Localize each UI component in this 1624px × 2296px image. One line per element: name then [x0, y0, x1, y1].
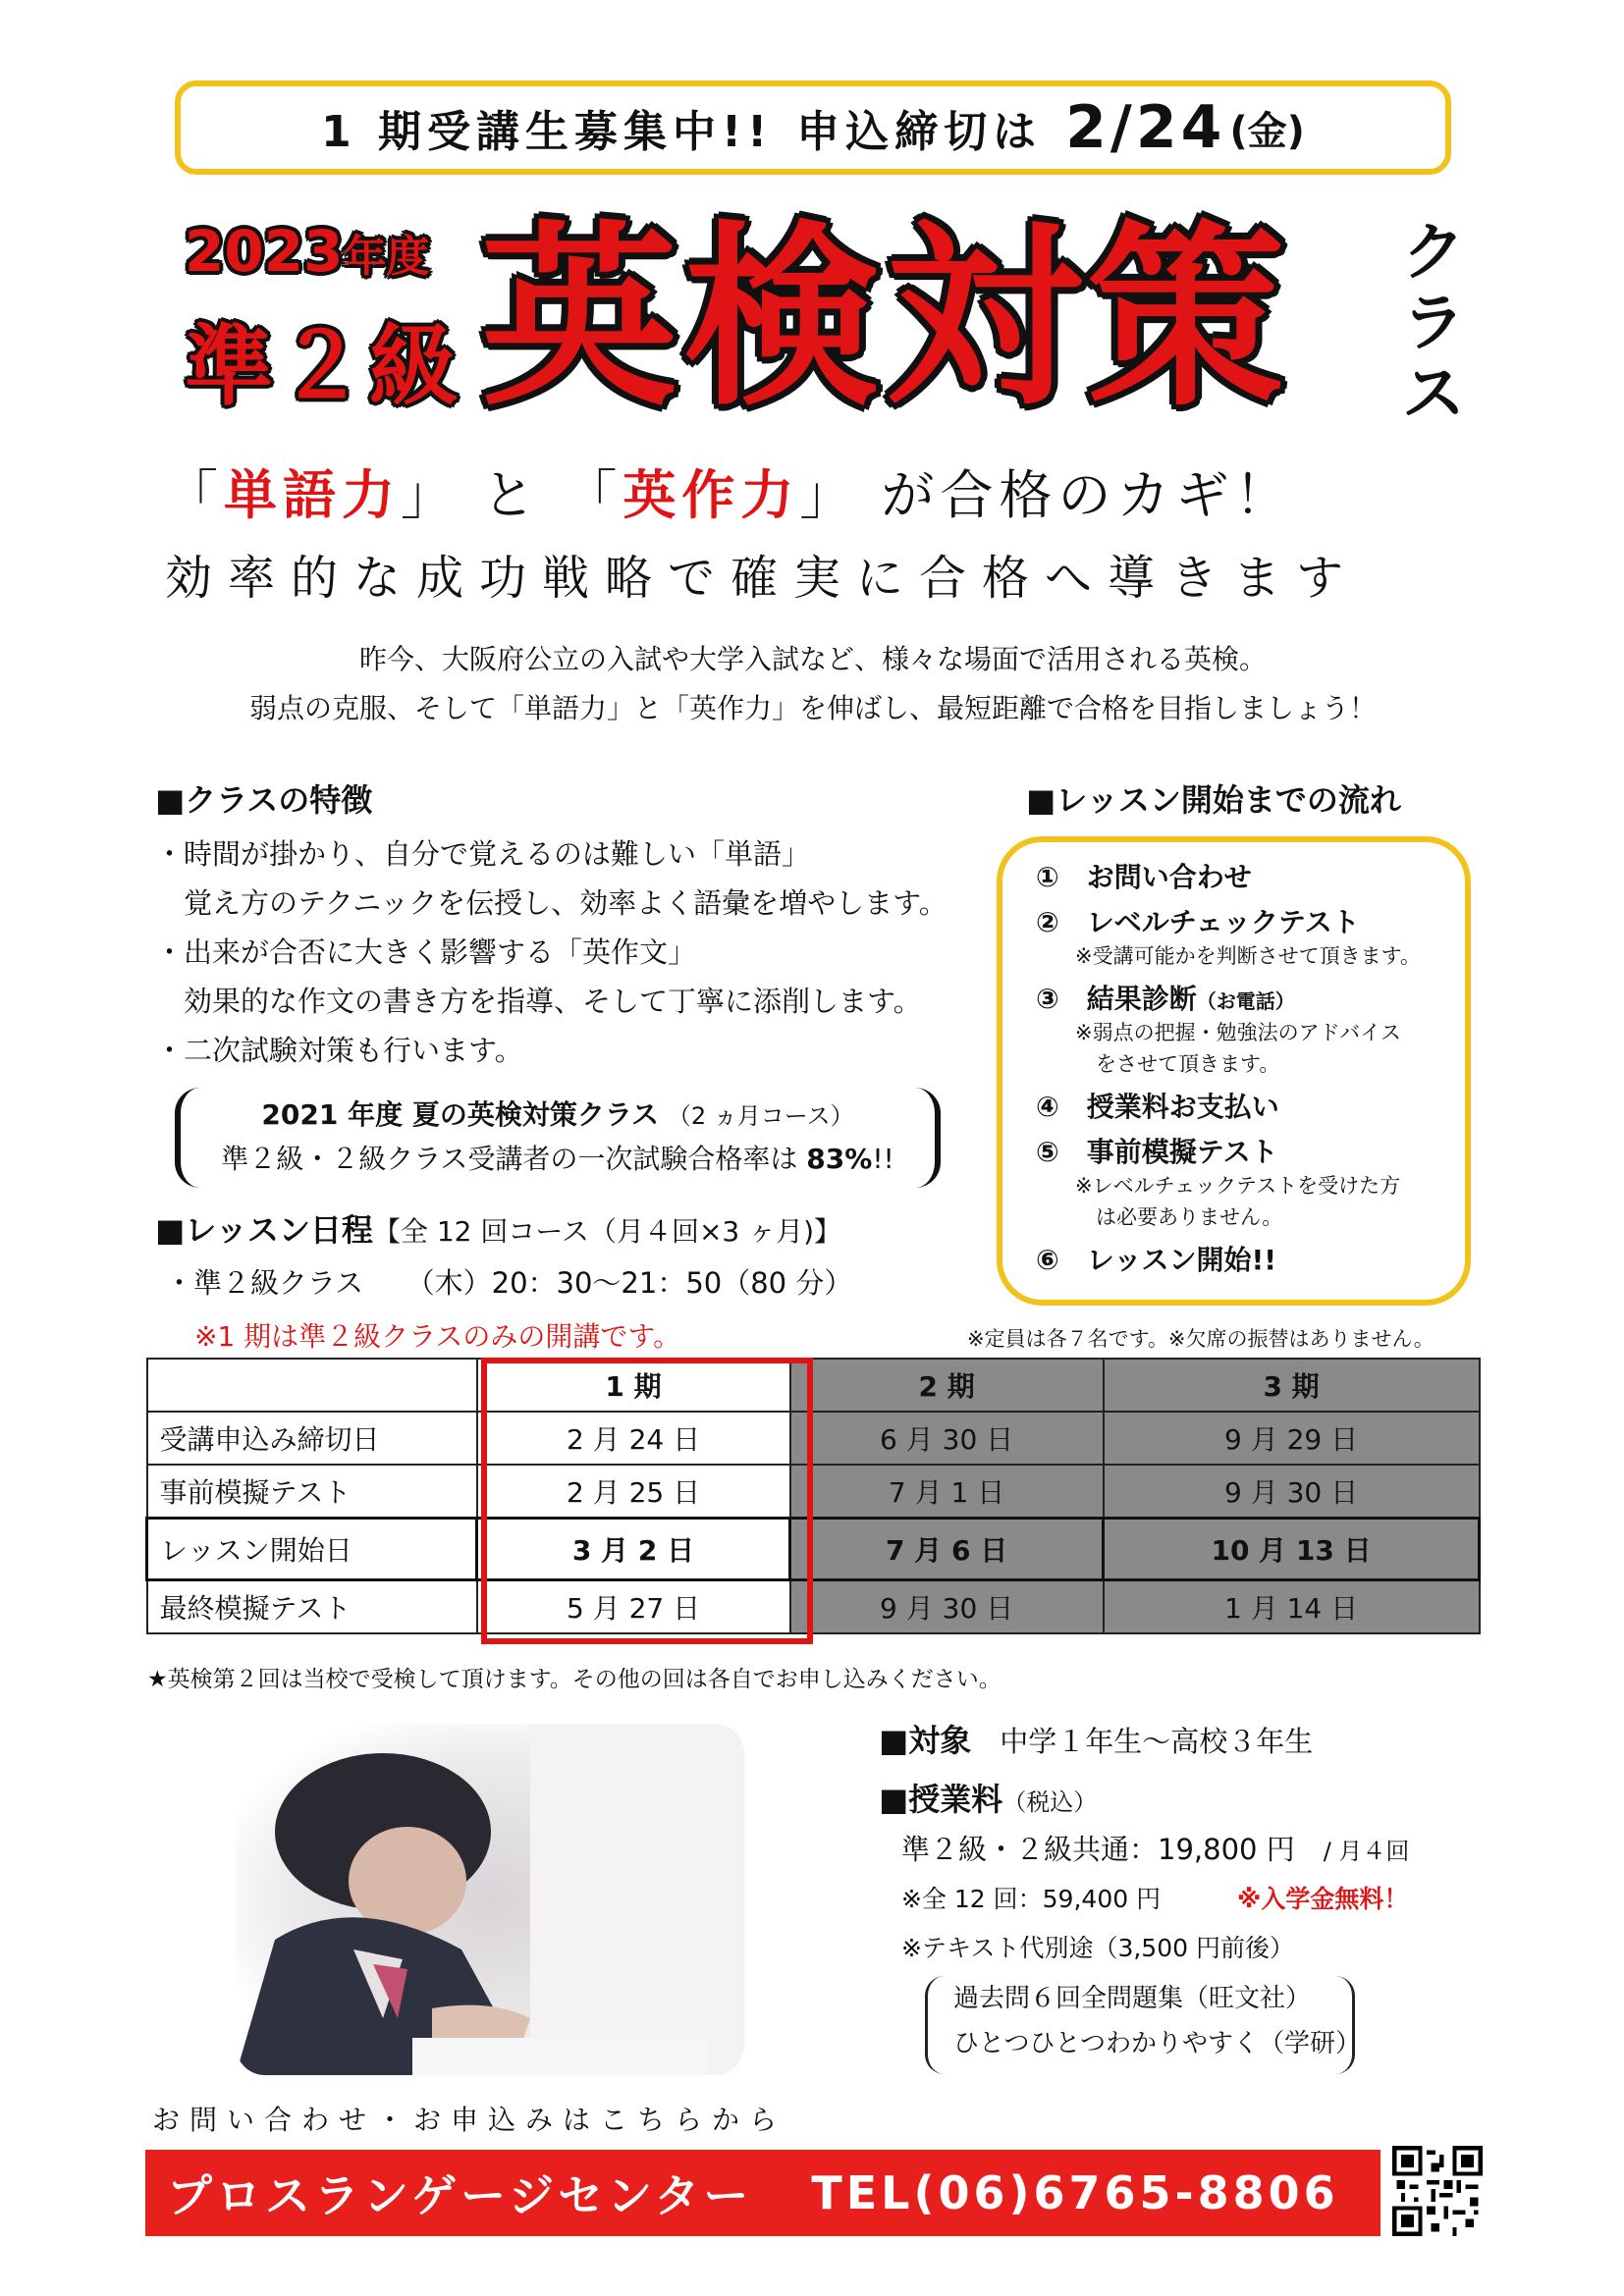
bracket-open: 「	[564, 464, 623, 526]
table-corner	[147, 1359, 477, 1412]
features-heading: ■クラスの特徴	[155, 781, 373, 819]
fee-total: ※全 12 回：59,400 円	[901, 1885, 1162, 1913]
row-label: レッスン開始日	[147, 1519, 477, 1580]
recruit-text: 1 期受講生募集中!!	[321, 107, 774, 157]
key-writing: 英作力	[623, 464, 800, 526]
flow-step	[1036, 1131, 1468, 1170]
feature-line: 覚え方のテクニックを伝授し、効率よく語彙を増やします。	[155, 886, 947, 920]
deadline-label: 申込締切は	[796, 107, 1043, 157]
table-header-row	[147, 1359, 1480, 1412]
table-cell: 3 月 2 日	[477, 1519, 790, 1580]
tagline-and: と	[482, 464, 542, 526]
table-row	[147, 1465, 1480, 1519]
step-label: お問い合わせ	[1086, 861, 1252, 893]
fee-tax: （税込）	[1002, 1789, 1098, 1816]
table-cell: 2 月 25 日	[477, 1465, 790, 1519]
tagline-sub: 効率的な成功戦略で確実に合格へ導きます	[165, 551, 1360, 606]
deadline-date: 2/24	[1065, 93, 1226, 162]
year-suffix: 年度	[343, 232, 430, 282]
result-title: 2021 年度 夏の英検対策クラス	[261, 1098, 659, 1131]
qr-code-icon[interactable]	[1392, 2146, 1483, 2236]
step-label: 事前模擬テスト	[1086, 1136, 1278, 1168]
table-row	[147, 1412, 1480, 1465]
student-photo	[236, 1724, 744, 2075]
deadline-banner	[175, 80, 1451, 175]
textbook-item: 過去問６回全問題集（旺文社）	[953, 1984, 1312, 2013]
column-header: 2 期	[790, 1359, 1104, 1412]
text-note: ※テキスト代別途（3,500 円前後）	[901, 1934, 1294, 1962]
flow-steps	[1036, 850, 1468, 1278]
table-row	[147, 1580, 1480, 1634]
contact-lead: お問い合わせ・お申込みはこちらから	[152, 2104, 787, 2136]
target-row	[879, 1716, 1313, 1761]
step-number: ④	[1036, 1091, 1059, 1123]
fee-line-row	[901, 1828, 1409, 1868]
textbook-list	[925, 1976, 1361, 2074]
table-cell: 10 月 13 日	[1104, 1519, 1480, 1580]
table-cell: 7 月 6 日	[790, 1519, 1104, 1580]
step-sub: （お電話）	[1196, 989, 1295, 1013]
flow-step	[1036, 901, 1468, 940]
feature-line: ・出来が合否に大きく影響する「英作文」	[155, 935, 697, 969]
feature-line: ・二次試験対策も行います。	[155, 1034, 523, 1067]
flow-step	[1036, 856, 1468, 895]
table-cell: 9 月 30 日	[1104, 1465, 1480, 1519]
title-suffix: クラス	[1402, 217, 1465, 431]
step-note: ※受講可能かを判断させて頂きます。	[1075, 944, 1421, 968]
step-label: 結果診断	[1086, 983, 1197, 1015]
result-text: 準２級・２級クラス受講者の一次試験合格率は	[221, 1143, 798, 1175]
step-number: ⑤	[1036, 1136, 1059, 1168]
period-1-highlight	[481, 1358, 813, 1644]
intro-line-1: 昨今、大阪府公立の入試や大学入試など、様々な場面で活用される英検。	[358, 643, 1267, 675]
target-heading: ■対象	[879, 1722, 972, 1759]
step-label: レッスン開始!!	[1086, 1244, 1276, 1276]
column-header: 3 期	[1104, 1359, 1480, 1412]
fee-heading-row	[879, 1775, 1097, 1820]
row-label: 最終模擬テスト	[147, 1580, 477, 1634]
result-course: （2 ヵ月コース）	[667, 1102, 854, 1130]
year-number: 2023	[185, 218, 344, 285]
main-title: 英検対策	[481, 204, 1291, 433]
table-cell: 9 月 30 日	[790, 1580, 1104, 1634]
student-illustration	[236, 1724, 744, 2075]
textbook-item: ひとつひとつわかりやすく（学研）	[953, 2029, 1361, 2058]
table-cell: 7 月 1 日	[790, 1465, 1104, 1519]
school-name: プロスランゲージセンター	[167, 2169, 753, 2222]
bracket-close: 」	[799, 464, 859, 526]
step-note: は必要ありません。	[1075, 1205, 1283, 1229]
feature-line: 効果的な作文の書き方を指導、そして丁寧に添削します。	[155, 985, 922, 1018]
year-label	[185, 218, 429, 285]
fee-per: / 月４回	[1323, 1838, 1410, 1865]
tagline-main	[165, 454, 1481, 529]
step-label: 授業料お支払い	[1086, 1091, 1279, 1123]
tagline-rest: が合格のカギ！	[881, 464, 1294, 526]
row-label: 事前模擬テスト	[147, 1465, 477, 1519]
row-label: 受講申込み締切日	[147, 1412, 477, 1465]
fee-heading: ■授業料	[879, 1781, 1003, 1818]
total-row	[901, 1880, 1408, 1915]
schedule-table	[145, 1358, 1481, 1634]
schedule-notice: ※1 期は準２級クラスのみの開講です。	[194, 1320, 681, 1353]
step-number: ③	[1036, 983, 1059, 1015]
deadline-dow: (金)	[1229, 108, 1305, 154]
table-cell: 6 月 30 日	[790, 1412, 1104, 1465]
flow-step	[1036, 1086, 1468, 1125]
result-box	[175, 1088, 941, 1188]
result-exclaim: !!	[872, 1143, 894, 1175]
contact-bar	[145, 2150, 1380, 2236]
table-cell: 5 月 27 日	[477, 1580, 790, 1634]
step-note: ※レベルチェックテストを受けた方	[1075, 1174, 1401, 1198]
target-value: 中学１年生〜高校３年生	[1000, 1725, 1314, 1758]
schedule-class-line: ・準２級クラス （木）20：30〜21：50（80 分）	[165, 1266, 853, 1300]
table-cell: 2 月 24 日	[477, 1412, 790, 1465]
table-cell: 9 月 29 日	[1104, 1412, 1480, 1465]
step-note: をさせて頂きます。	[1075, 1052, 1280, 1076]
schedule-course: 【全 12 回コース（月４回×3 ヶ月)】	[372, 1215, 842, 1248]
feature-line: ・時間が掛かり、自分で覚えるのは難しい「単語」	[155, 837, 811, 871]
bracket-open: 「	[165, 464, 224, 526]
features-list	[155, 829, 947, 1075]
phone-number: TEL(06)6765-8806	[811, 2166, 1339, 2219]
schedule-heading: ■レッスン日程	[155, 1211, 373, 1249]
fee-line: 準２級・２級共通：19,800 円	[901, 1833, 1295, 1866]
schedule-footnote: ★英検第２回は当校で受検して頂けます。その他の回は各自でお申し込みください。	[147, 1667, 1001, 1692]
free-admission: ※入学金無料！	[1237, 1885, 1409, 1913]
intro-line-2: 弱点の克服、そして「単語力」と「英作力」を伸ばし、最短距離で合格を目指しましょう！	[248, 692, 1377, 724]
flow-step	[1036, 978, 1468, 1017]
key-vocab: 単語力	[224, 464, 401, 526]
step-number: ②	[1036, 906, 1059, 938]
pass-rate: 83%	[806, 1143, 873, 1175]
table-cell: 1 月 14 日	[1104, 1580, 1480, 1634]
step-number: ①	[1036, 861, 1059, 893]
flow-step	[1036, 1239, 1468, 1278]
bracket-close: 」	[401, 464, 460, 526]
grade-label: 準２級	[185, 315, 461, 418]
capacity-note: ※定員は各７名です。※欠席の振替はありません。	[967, 1327, 1435, 1351]
flow-heading: ■レッスン開始までの流れ	[1026, 781, 1401, 819]
column-header: 1 期	[477, 1359, 790, 1412]
schedule-heading-row	[155, 1205, 841, 1251]
step-number: ⑥	[1036, 1244, 1059, 1276]
table-row	[147, 1519, 1480, 1580]
step-label: レベルチェックテスト	[1086, 906, 1360, 938]
step-note: ※弱点の把握・勉強法のアドバイス	[1075, 1021, 1401, 1044]
